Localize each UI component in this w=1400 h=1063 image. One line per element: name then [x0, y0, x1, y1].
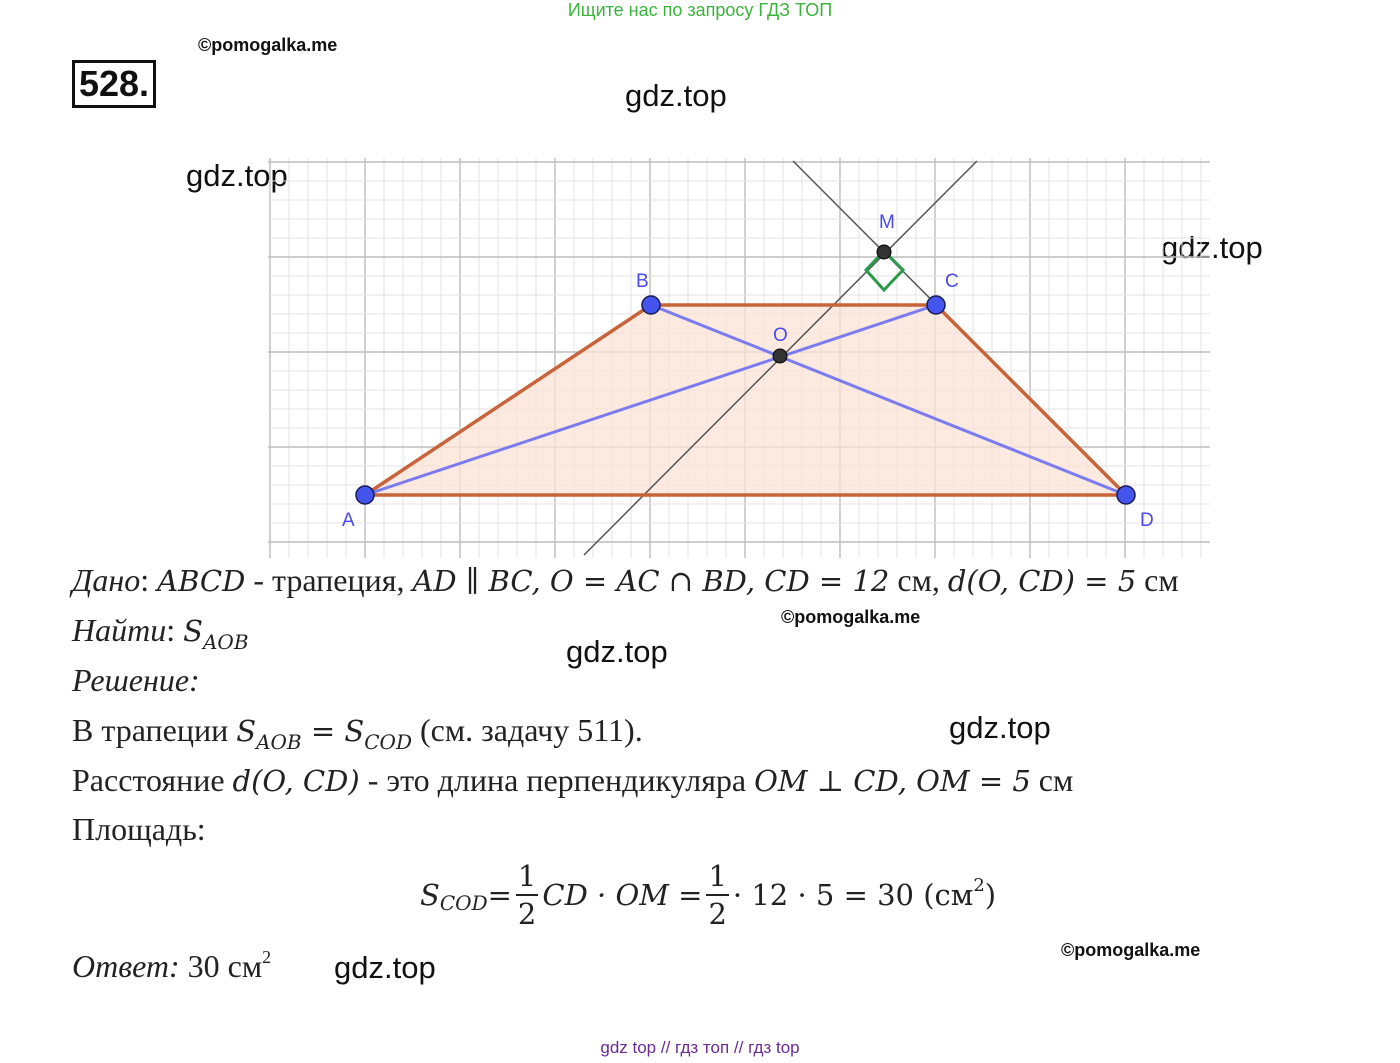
find-s: S [183, 614, 203, 648]
answer-line: Ответ: 30 $см^2$ [72, 947, 272, 984]
point-d [1117, 486, 1135, 504]
given-cm-1: см, [889, 562, 948, 598]
trapezoid-figure [268, 158, 1210, 558]
given-line: Дано: ABCD - трапеция, AD ∥ BC, O = AC ∩ BD, CD = 12 см, d(O, CD) = 5 см [72, 562, 1179, 598]
watermark-gdz-1: gdz.top [625, 78, 727, 113]
watermark-gdz-4: gdz.top [566, 634, 668, 669]
point-a [356, 486, 374, 504]
solution-line-2: Расстояние d(O, CD) - это длина перпендикуляра OM ⊥ CD, OM = 5 см [72, 762, 1074, 798]
watermark-pomogalka-mid: ©pomogalka.me [781, 607, 921, 627]
label-c: C [945, 271, 959, 292]
find-label: Найти [72, 612, 167, 648]
point-b [642, 296, 660, 314]
solution-line-3: Площадь: [72, 811, 206, 847]
area-formula: S COD = $\frac{1}{2}$ CD · OM = $\frac{1}{2}$ · 12 · 5 = 30 $(см^2)$ [420, 859, 997, 931]
footer-link-3[interactable]: гдз top [748, 1038, 800, 1057]
watermark-gdz-3: gdz.top [1161, 230, 1263, 265]
watermark-pomogalka-bottom: ©pomogalka.me [1061, 940, 1201, 960]
given-abcd: ABCD [157, 564, 246, 598]
watermark-gdz-5: gdz.top [949, 710, 1051, 745]
solution-label: Решение: [72, 662, 200, 698]
solution-line-1: В трапеции $S_{AOB} = S_{COD}$ (см. задачу 511). [72, 712, 643, 754]
label-m: M [879, 212, 895, 233]
given-dist: d(O, CD) = 5 [947, 564, 1137, 598]
label-b: B [636, 271, 649, 292]
given-trap: - трапеция, [245, 562, 413, 598]
label-o: O [773, 325, 788, 346]
watermark-gdz-2: gdz.top [186, 158, 288, 193]
fraction-1: $\frac{1}{2}$ [517, 859, 537, 931]
given-cond: AD ∥ BC, O = AC ∩ BD, CD = 12 [412, 564, 890, 598]
find-sub: AOB [202, 630, 249, 654]
footer-link-2[interactable]: гдз топ [675, 1038, 730, 1057]
label-a: A [342, 510, 355, 531]
point-c [927, 296, 945, 314]
point-o [773, 349, 787, 363]
point-m [877, 245, 891, 259]
watermark-pomogalka-top: ©pomogalka.me [198, 35, 338, 55]
given-cm-2: см [1136, 562, 1179, 598]
fraction-2: $\frac{1}{2}$ [708, 859, 727, 931]
footer-link-1[interactable]: gdz top [600, 1038, 657, 1057]
footer-links: gdz top // гдз топ // гдз top [600, 1038, 800, 1057]
problem-number: 528. [72, 60, 156, 108]
top-banner[interactable]: Ищите нас по запросу ГДЗ ТОП [567, 0, 833, 20]
given-label: Дано [72, 562, 141, 598]
label-d: D [1140, 510, 1154, 531]
find-line: Найти: $S_{AOB}$ [72, 612, 249, 654]
watermark-gdz-6: gdz.top [334, 950, 436, 985]
